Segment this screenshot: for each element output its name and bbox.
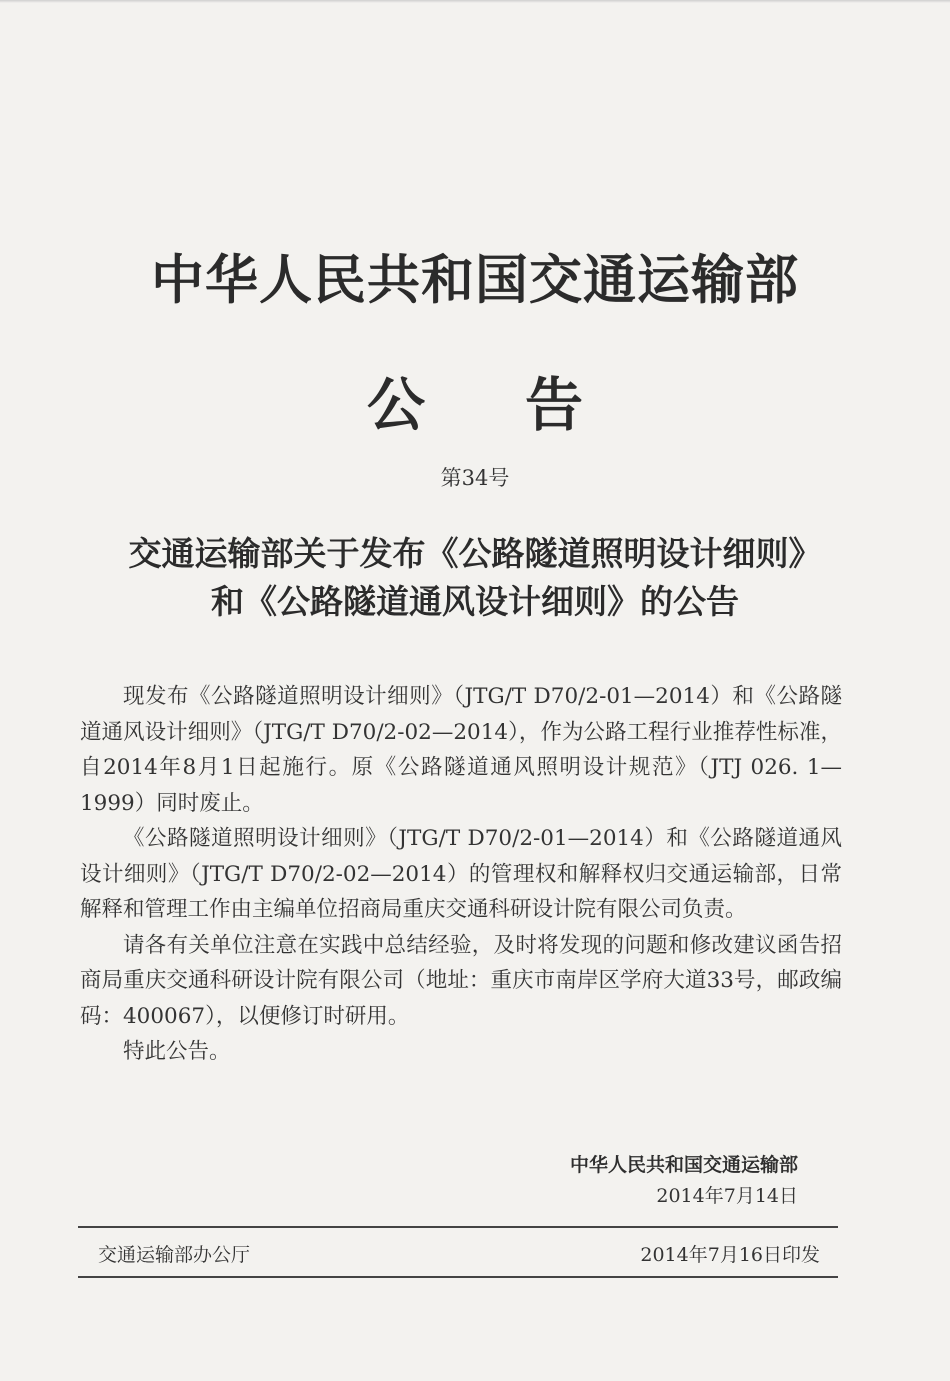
signature-date: 2014年7月14日 [656,1185,798,1207]
issuing-office: 交通运输部办公厅 [98,1244,251,1266]
signature-org: 中华人民共和国交通运输部 [569,1154,798,1176]
notice-heading: 公告 [366,371,683,439]
notice-number: 第34号 [440,466,510,490]
notice-title-line-2: 和《公路隧道通风设计细则》的公告 [211,582,739,621]
notice-body [80,679,842,1070]
notice-title-line-1: 交通运输部关于发布《公路隧道照明设计细则》 [128,534,822,573]
footer-rule-top [78,1226,838,1228]
body-paragraph-3: 请各有关单位注意在实践中总结经验，及时将发现的问题和修改建议函告招商局重庆交通科研设计院有限公司（地址：重庆市南岸区学府大道33号，邮政编码：400067），以便修订时研用。 [80,932,842,1029]
ministry-name: 中华人民共和国交通运输部 [151,249,799,311]
body-paragraph-4: 特此公告。 [123,1039,231,1064]
print-date: 2014年7月16日印发 [640,1244,820,1266]
body-paragraph-1: 现发布《公路隧道照明设计细则》（JTG/T D70/2-01—2014）和《公路隧道通风设计细则》（JTG/T D70/2-02—2014），作为公路工程行业推荐性标准，自2014年8月1日起施行。原《公路隧道通风照明设计规范》（JTJ 026. 1—1999）同时废止。 [80,684,842,816]
footer-rule-bottom [78,1276,838,1278]
body-paragraph-2: 《公路隧道照明设计细则》（JTG/T D70/2-01—2014）和《公路隧道通风设计细则》（JTG/T D70/2-02—2014）的管理权和解释权归交通运输部，日常解释和管理工作由主编单位招商局重庆交通科研设计院有限公司负责。 [80,826,842,922]
scan-edge [0,0,950,3]
